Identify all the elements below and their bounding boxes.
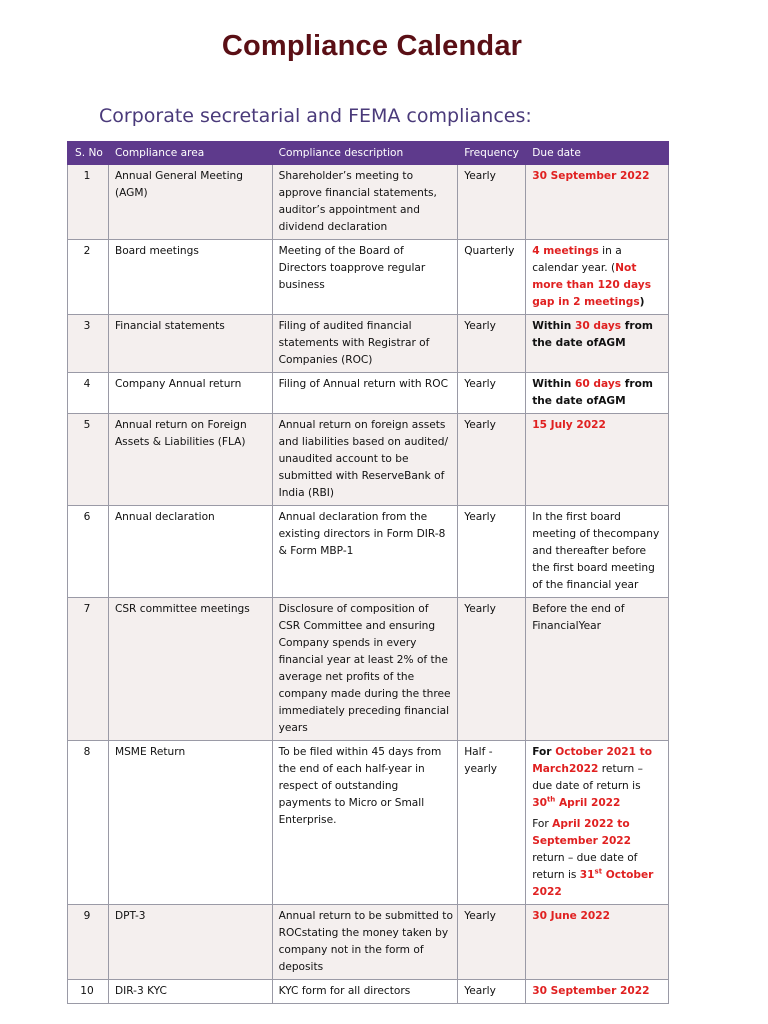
cell-area: DPT-3 [108,905,272,980]
header-frequency: Frequency [458,142,526,165]
cell-frequency: Quarterly [458,240,526,315]
table-header-row [68,142,669,165]
due-highlight: April 2022 to September 2022 [532,818,632,847]
cell-due-date [526,240,669,315]
cell-area: MSME Return [108,741,272,905]
due-date-text: 30 June 2022 [532,910,611,922]
due-highlight: October 2022 [532,869,654,898]
header-area: Compliance area [108,142,272,165]
due-text: Within [532,378,575,390]
due-paragraph [532,816,664,901]
cell-due-date: Before the end of FinancialYear [526,598,669,741]
cell-due-date [526,905,669,980]
cell-due-date [526,414,669,506]
cell-frequency: Yearly [458,414,526,506]
due-text: from the date ofAGM [532,378,653,407]
due-highlight: October 2021 to March2022 [532,746,653,775]
due-highlight: 4 meetings [532,245,599,257]
cell-sno: 1 [68,165,109,240]
due-highlight: 30 [532,797,547,809]
table-row [68,506,669,598]
cell-sno: 9 [68,905,109,980]
table-row [68,741,669,905]
document-title: Compliance Calendar [221,30,523,62]
cell-area: Annual declaration [108,506,272,598]
cell-sno: 8 [68,741,109,905]
cell-due-date [526,315,669,373]
cell-frequency: Yearly [458,506,526,598]
cell-due-date [526,741,669,905]
header-sno: S. No [68,142,109,165]
table-row [68,373,669,414]
table-row [68,315,669,373]
header-due-date: Due date [526,142,669,165]
due-text: ) [639,296,645,308]
cell-due-date [526,980,669,1004]
cell-sno: 5 [68,414,109,506]
cell-description: Meeting of the Board of Directors toapprove regular business [272,240,458,315]
cell-frequency: Yearly [458,373,526,414]
due-highlight: 60 days [575,378,622,390]
due-highlight: Not more than 120 days gap in 2 meetings [532,262,652,308]
cell-sno: 10 [68,980,109,1004]
cell-area: DIR-3 KYC [108,980,272,1004]
cell-area: Annual return on Foreign Assets & Liabilities (FLA) [108,414,272,506]
cell-area: Financial statements [108,315,272,373]
cell-sno: 2 [68,240,109,315]
due-text: from the date ofAGM [532,320,653,349]
cell-frequency: Yearly [458,165,526,240]
cell-frequency: Yearly [458,315,526,373]
due-highlight: 30 days [575,320,622,332]
due-paragraph [532,744,664,812]
due-text: For [532,746,556,758]
due-text: For [532,818,553,830]
due-date-text: 15 July 2022 [532,419,606,431]
due-text: return – due date of return is [532,763,643,792]
table-row [68,980,669,1004]
due-date-text: 30 September 2022 [532,985,650,997]
cell-sno: 3 [68,315,109,373]
due-date-text: 30 September 2022 [532,170,650,182]
table-row [68,414,669,506]
cell-description: To be filed within 45 days from the end of each half-year in respect of outstanding payments to Micro or Small Enterprise. [272,741,458,905]
cell-area: Annual General Meeting (AGM) [108,165,272,240]
due-superscript: th [546,795,556,804]
cell-description: Shareholder’s meeting to approve financial statements, auditor’s appointment and dividend declaration [272,165,458,240]
cell-area: Company Annual return [108,373,272,414]
cell-sno: 7 [68,598,109,741]
cell-due-date [526,373,669,414]
table-row [68,598,669,741]
due-highlight: April 2022 [555,797,621,809]
cell-description: Annual declaration from the existing directors in Form DIR-8 & Form MBP-1 [272,506,458,598]
due-highlight: 31 [579,869,595,881]
cell-due-date: In the first board meeting of thecompany and thereafter before the first board meeting of the financial year [526,506,669,598]
cell-frequency: Yearly [458,598,526,741]
cell-sno: 6 [68,506,109,598]
table-row [68,240,669,315]
cell-sno: 4 [68,373,109,414]
cell-description: Filing of audited financial statements with Registrar of Companies (ROC) [272,315,458,373]
cell-description: Disclosure of composition of CSR Committee and ensuring Company spends in every financial year at least 2% of the average net profits of the company made during the three immediately preceding financial years [272,598,458,741]
cell-due-date [526,165,669,240]
cell-description: Annual return to be submitted to ROCstating the money taken by company not in the form of deposits [272,905,458,980]
cell-frequency: Half - yearly [458,741,526,905]
due-text: Within [532,320,575,332]
due-text: return – due date of return is [532,852,638,881]
due-superscript: st [594,867,603,876]
compliance-table [67,141,669,1004]
cell-description: Annual return on foreign assets and liabilities based on audited/ unaudited account to be submitted with ReserveBank of India (RBI) [272,414,458,506]
due-text: in a calendar year. ( [532,245,622,274]
document-subtitle: Corporate secretarial and FEMA compliances: [99,105,532,127]
cell-description: Filing of Annual return with ROC [272,373,458,414]
cell-frequency: Yearly [458,905,526,980]
header-description: Compliance description [272,142,458,165]
cell-area: CSR committee meetings [108,598,272,741]
cell-description: KYC form for all directors [272,980,458,1004]
table-row [68,905,669,980]
table-row [68,165,669,240]
cell-frequency: Yearly [458,980,526,1004]
cell-area: Board meetings [108,240,272,315]
